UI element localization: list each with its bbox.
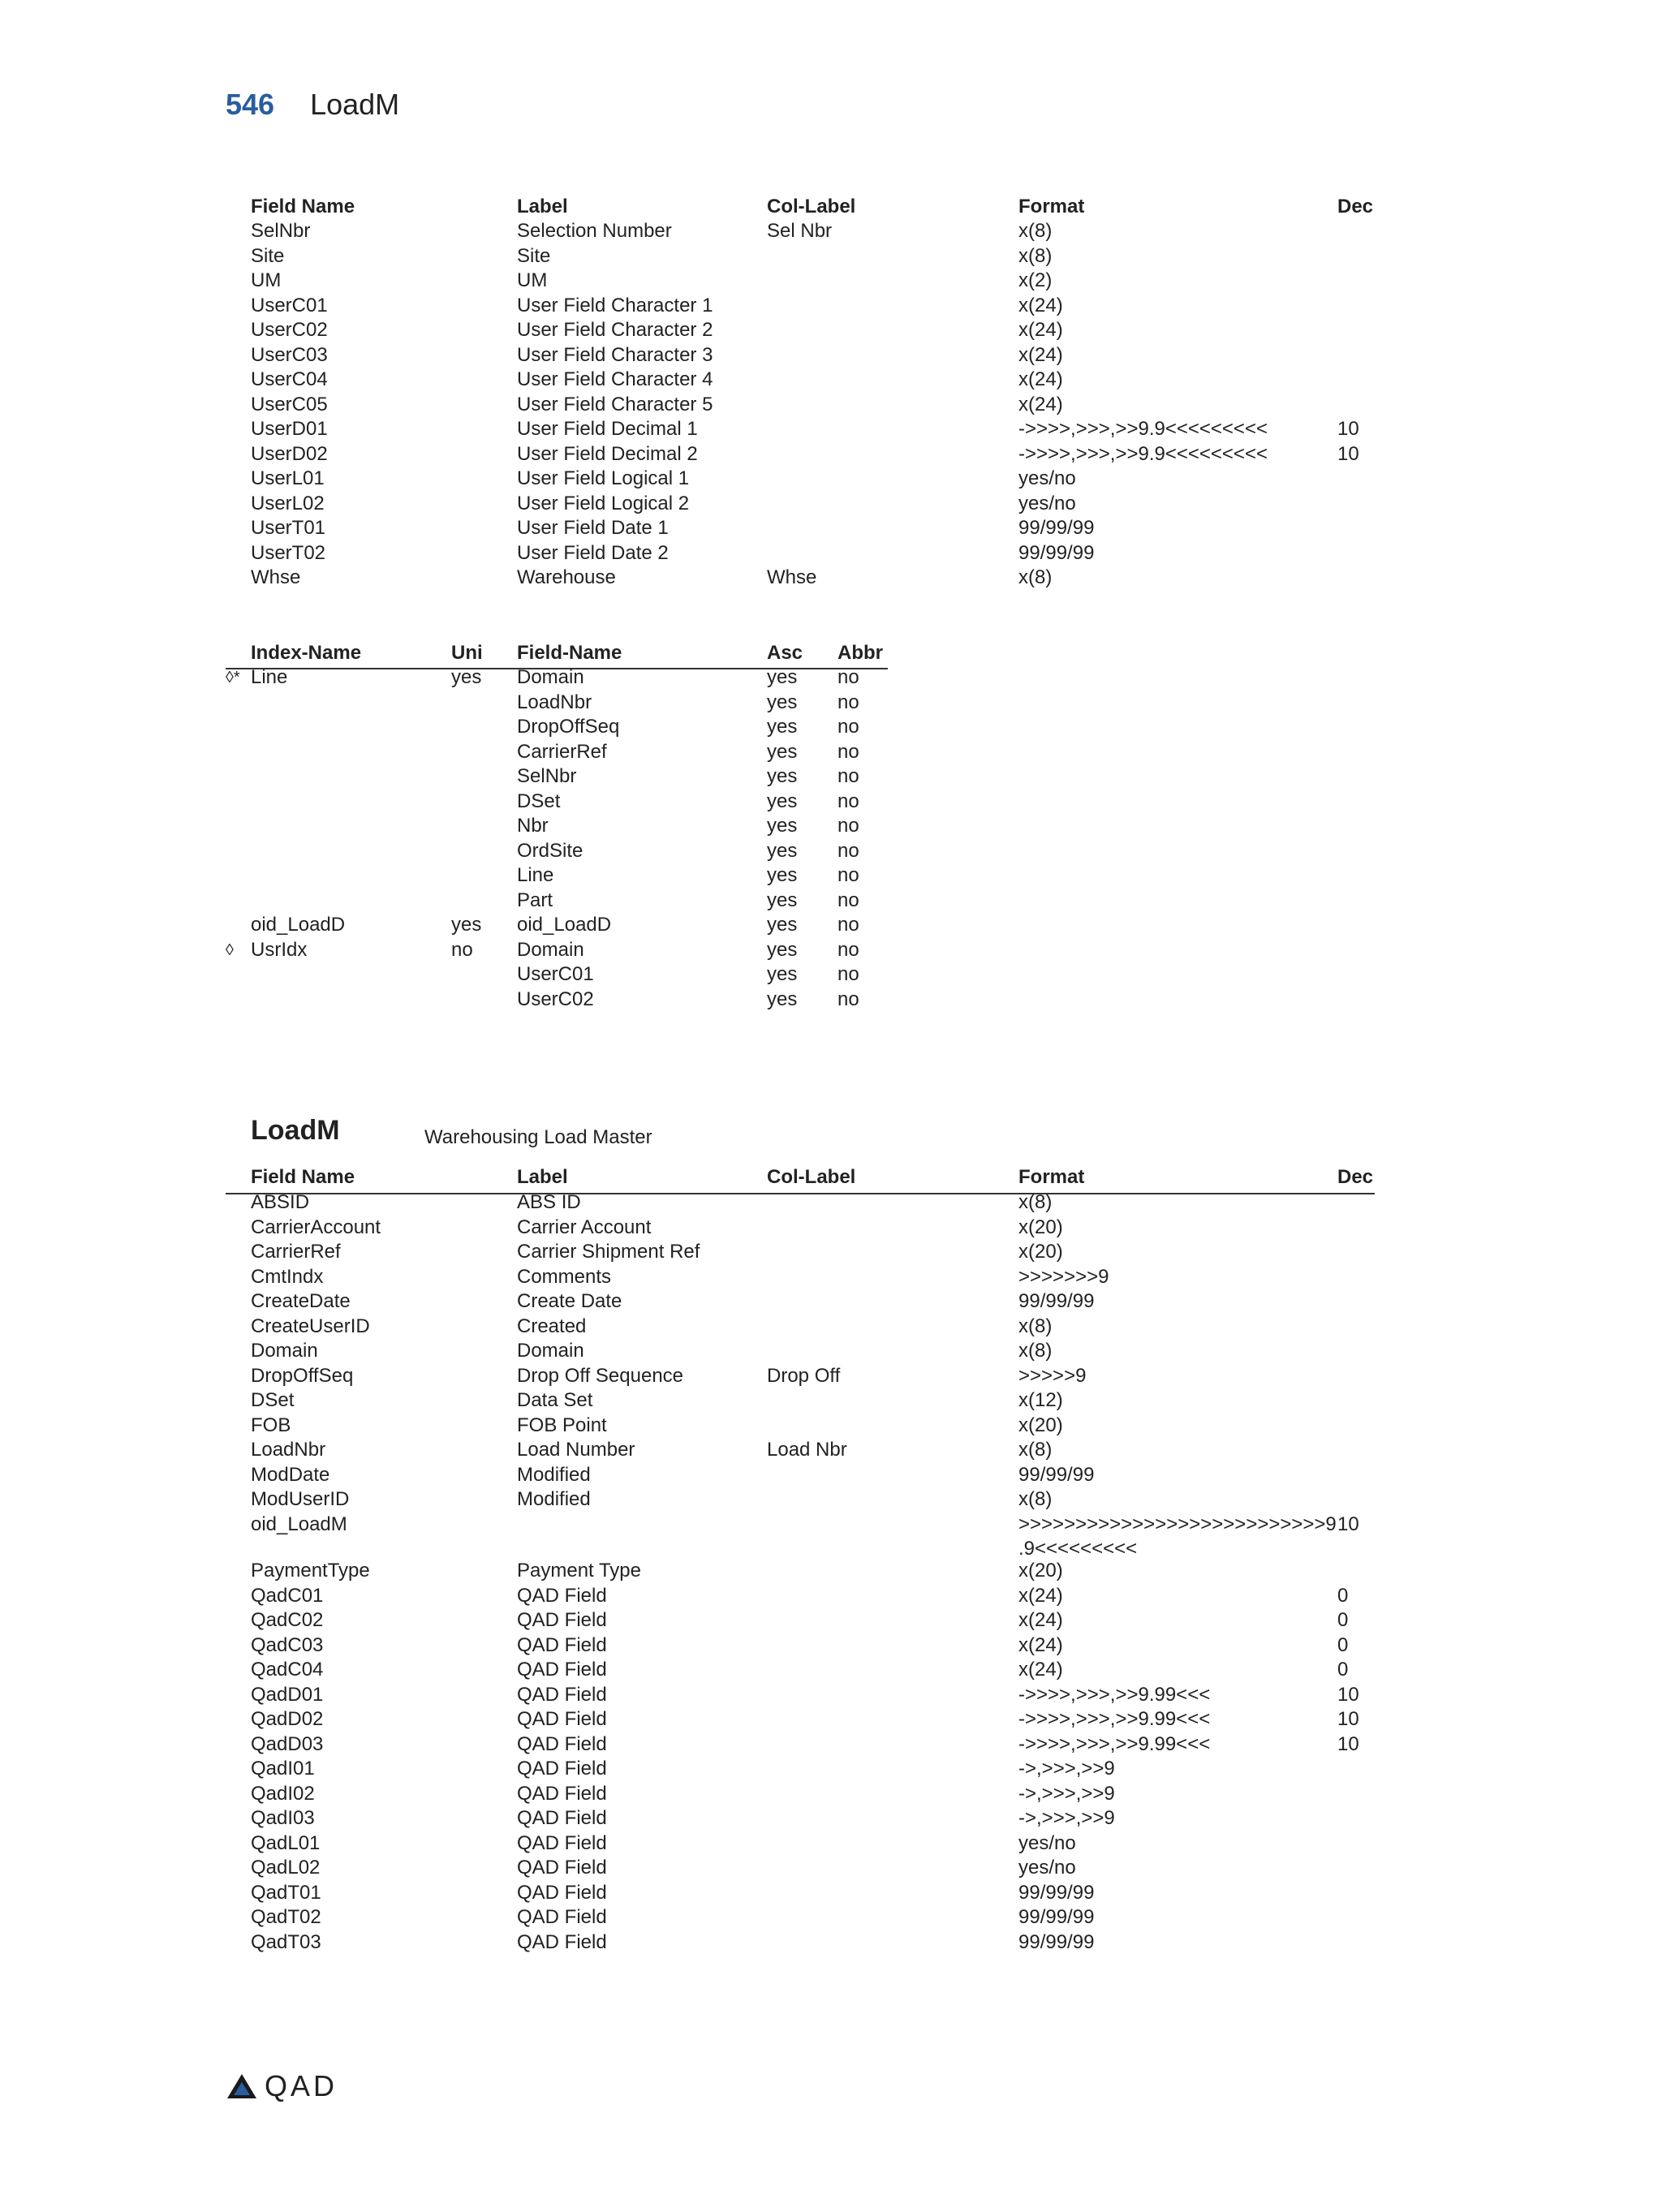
field-name: CarrierRef — [251, 1241, 341, 1263]
field-name: QadL01 — [251, 1831, 321, 1854]
field-col-label: Whse — [767, 566, 817, 588]
index-abbr: no — [837, 666, 859, 688]
header-col-label: Col-Label — [767, 196, 856, 217]
index-asc: yes — [767, 938, 798, 961]
index-field-name: UserC02 — [517, 988, 594, 1010]
field-label: QAD Field — [517, 1831, 607, 1854]
index-asc: yes — [767, 839, 798, 862]
field-name: QadT01 — [251, 1881, 321, 1904]
field-label: QAD Field — [517, 1758, 607, 1779]
field-format: x(24) — [1018, 393, 1063, 415]
field-name: CmtIndx — [251, 1265, 324, 1288]
field-label: QAD Field — [517, 1782, 607, 1805]
field-name: QadD01 — [251, 1683, 324, 1706]
qad-logo-icon — [226, 2072, 258, 2100]
index-marker: ◊ — [226, 940, 234, 959]
page-header — [226, 88, 399, 128]
field-name: CreateDate — [251, 1290, 351, 1312]
field-label: User Field Logical 2 — [517, 492, 690, 514]
field-name: LoadNbr — [251, 1439, 326, 1461]
field-name: UserC02 — [251, 319, 328, 341]
field-label: Modified — [517, 1463, 591, 1486]
index-name: UsrIdx — [251, 938, 308, 961]
field-dec: 10 — [1337, 1513, 1359, 1535]
index-field-name: Line — [517, 864, 554, 886]
field-label: Data Set — [517, 1389, 593, 1411]
index-abbr: no — [837, 914, 859, 936]
header-uni: Uni — [451, 642, 483, 664]
field-name: QadI01 — [251, 1758, 315, 1779]
field-name: SelNbr — [251, 220, 311, 242]
field-label: User Field Logical 1 — [517, 467, 690, 489]
field-name: QadC02 — [251, 1609, 324, 1631]
field-label: Site — [517, 244, 551, 267]
field-format: 99/99/99 — [1018, 1290, 1095, 1312]
field-name: UserD02 — [251, 442, 328, 465]
field-name: oid_LoadM — [251, 1513, 347, 1535]
field-label: QAD Field — [517, 1609, 607, 1631]
field-format: 99/99/99 — [1018, 517, 1095, 539]
index-field-name: Part — [517, 889, 553, 911]
index-asc: yes — [767, 716, 798, 738]
header-dec: Dec — [1337, 1166, 1374, 1188]
index-abbr: no — [837, 938, 859, 961]
field-label: Comments — [517, 1265, 612, 1288]
field-format: ->,>>>,>>9 — [1018, 1807, 1115, 1829]
index-field-name: Domain — [517, 938, 584, 961]
field-name: FOB — [251, 1414, 291, 1436]
field-label: QAD Field — [517, 1857, 607, 1878]
table-description: Warehousing Load Master — [424, 1126, 652, 1148]
field-label: QAD Field — [517, 1807, 607, 1829]
field-format: x(24) — [1018, 1659, 1063, 1681]
loadm-header-rule — [226, 1193, 1375, 1194]
field-format: x(8) — [1018, 1439, 1053, 1461]
field-label: User Field Date 1 — [517, 517, 669, 539]
field-name: Site — [251, 244, 285, 267]
field-label: Domain — [517, 1340, 584, 1362]
field-name: QadC04 — [251, 1659, 324, 1681]
index-field-name: Nbr — [517, 815, 549, 837]
field-name: DSet — [251, 1389, 295, 1411]
index-abbr: no — [837, 740, 859, 763]
index-field-name: LoadNbr — [517, 691, 592, 713]
field-name: UserL02 — [251, 492, 325, 514]
field-format: x(20) — [1018, 1216, 1063, 1238]
field-label: User Field Character 2 — [517, 319, 713, 341]
field-label: Selection Number — [517, 220, 672, 242]
field-format: ->,>>>,>>9 — [1018, 1782, 1115, 1805]
header-abbr: Abbr — [837, 642, 883, 664]
field-format: x(24) — [1018, 343, 1063, 366]
header-dec: Dec — [1337, 196, 1374, 217]
field-format: 99/99/99 — [1018, 541, 1095, 564]
index-abbr: no — [837, 889, 859, 911]
index-name: Line — [251, 666, 288, 688]
field-format: >>>>>>>>>>>>>>>>>>>>>>>>>>>9 — [1018, 1513, 1337, 1535]
index-asc: yes — [767, 740, 798, 763]
field-name: PaymentType — [251, 1560, 370, 1582]
header-label: Label — [517, 196, 568, 217]
header-index-name: Index-Name — [251, 642, 362, 664]
header-field-name: Field Name — [251, 196, 355, 217]
field-label: User Field Decimal 1 — [517, 418, 698, 440]
field-name: UserC05 — [251, 393, 328, 415]
field-format: x(20) — [1018, 1241, 1063, 1263]
field-name: Whse — [251, 566, 301, 588]
field-label: Carrier Account — [517, 1216, 652, 1238]
field-name: UserC01 — [251, 294, 328, 316]
index-asc: yes — [767, 914, 798, 936]
index-marker: ◊* — [226, 669, 240, 686]
qad-logo — [226, 2069, 338, 2103]
index-abbr: no — [837, 839, 859, 862]
field-format: ->>>>,>>>,>>9.99<<< — [1018, 1732, 1211, 1755]
field-format: yes/no — [1018, 467, 1076, 489]
field-name: UserD01 — [251, 418, 328, 440]
index-name: oid_LoadD — [251, 914, 346, 936]
field-format: >>>>>>>9 — [1018, 1265, 1109, 1288]
field-label: QAD Field — [517, 1881, 607, 1904]
field-dec: 10 — [1337, 1708, 1359, 1730]
field-name: QadT03 — [251, 1930, 321, 1953]
field-label: Load Number — [517, 1439, 635, 1461]
index-abbr: no — [837, 790, 859, 812]
field-format: x(8) — [1018, 566, 1053, 588]
field-format: x(24) — [1018, 1609, 1063, 1631]
field-format: x(24) — [1018, 368, 1063, 390]
index-field-name: CarrierRef — [517, 740, 607, 763]
field-name: QadI03 — [251, 1807, 315, 1829]
field-label: QAD Field — [517, 1930, 607, 1953]
index-abbr: no — [837, 815, 859, 837]
field-dec: 10 — [1337, 442, 1359, 465]
field-label: User Field Character 3 — [517, 343, 713, 366]
field-name: UserT01 — [251, 517, 326, 539]
index-field-name: oid_LoadD — [517, 914, 612, 936]
logo-text: QAD — [265, 2069, 338, 2102]
field-name: UserT02 — [251, 541, 326, 564]
field-dec: 10 — [1337, 1732, 1359, 1755]
field-format: x(20) — [1018, 1560, 1063, 1582]
index-asc: yes — [767, 790, 798, 812]
field-name: CarrierAccount — [251, 1216, 381, 1238]
header-col-label: Col-Label — [767, 1166, 856, 1188]
field-col-label: Drop Off — [767, 1364, 841, 1387]
index-field-name: SelNbr — [517, 765, 577, 787]
table-title: LoadM — [251, 1115, 340, 1146]
field-name: QadT02 — [251, 1906, 321, 1928]
field-name: QadI02 — [251, 1782, 315, 1805]
header-asc: Asc — [767, 642, 803, 664]
field-format: ->>>>,>>>,>>9.9<<<<<<<<< — [1018, 442, 1268, 465]
field-label: User Field Character 5 — [517, 393, 713, 415]
field-col-label: Load Nbr — [767, 1439, 847, 1461]
field-label: User Field Date 2 — [517, 541, 669, 564]
field-format: yes/no — [1018, 1857, 1076, 1878]
field-name: UM — [251, 269, 282, 291]
header-format: Format — [1018, 196, 1085, 217]
index-unique: no — [451, 938, 473, 961]
index-asc: yes — [767, 765, 798, 787]
field-label: Payment Type — [517, 1560, 641, 1582]
field-label: Create Date — [517, 1290, 622, 1312]
field-name: QadD02 — [251, 1708, 324, 1730]
field-col-label: Sel Nbr — [767, 220, 833, 242]
index-field-name: UserC01 — [517, 963, 594, 985]
header-index-field-name: Field-Name — [517, 642, 622, 664]
field-label: ABS ID — [517, 1191, 581, 1213]
field-format: ->>>>,>>>,>>9.99<<< — [1018, 1683, 1211, 1706]
field-format: x(8) — [1018, 1191, 1053, 1213]
field-format-continued: .9<<<<<<<<< — [1018, 1538, 1138, 1560]
field-dec: 10 — [1337, 418, 1359, 440]
field-dec: 0 — [1337, 1609, 1349, 1631]
field-format: ->>>>,>>>,>>9.99<<< — [1018, 1708, 1211, 1730]
header-format: Format — [1018, 1166, 1085, 1188]
field-dec: 0 — [1337, 1633, 1349, 1656]
field-label: FOB Point — [517, 1414, 607, 1436]
field-dec: 0 — [1337, 1584, 1349, 1607]
index-asc: yes — [767, 691, 798, 713]
field-name: UserC04 — [251, 368, 328, 390]
page-number: 546 — [226, 88, 275, 121]
index-abbr: no — [837, 864, 859, 886]
index-asc: yes — [767, 815, 798, 837]
field-format: x(8) — [1018, 1340, 1053, 1362]
field-label: Created — [517, 1315, 587, 1337]
field-name: QadC01 — [251, 1584, 324, 1607]
field-format: x(20) — [1018, 1414, 1063, 1436]
field-format: ->>>>,>>>,>>9.9<<<<<<<<< — [1018, 418, 1268, 440]
field-label: QAD Field — [517, 1732, 607, 1755]
field-name: DropOffSeq — [251, 1364, 354, 1387]
field-label: Warehouse — [517, 566, 616, 588]
field-label: Drop Off Sequence — [517, 1364, 684, 1387]
field-name: UserL01 — [251, 467, 325, 489]
field-format: 99/99/99 — [1018, 1881, 1095, 1904]
index-unique: yes — [451, 666, 482, 688]
index-asc: yes — [767, 988, 798, 1010]
field-name: QadD03 — [251, 1732, 324, 1755]
field-label: User Field Character 4 — [517, 368, 713, 390]
field-format: x(24) — [1018, 319, 1063, 341]
field-format: 99/99/99 — [1018, 1906, 1095, 1928]
field-format: x(2) — [1018, 269, 1053, 291]
field-name: ModUserID — [251, 1488, 350, 1510]
field-label: Carrier Shipment Ref — [517, 1241, 700, 1263]
field-name: Domain — [251, 1340, 318, 1362]
field-format: yes/no — [1018, 492, 1076, 514]
header-field-name: Field Name — [251, 1166, 355, 1188]
field-label: User Field Character 1 — [517, 294, 713, 316]
index-asc: yes — [767, 666, 798, 688]
index-unique: yes — [451, 914, 482, 936]
header-label: Label — [517, 1166, 568, 1188]
field-label: QAD Field — [517, 1584, 607, 1607]
field-name: CreateUserID — [251, 1315, 370, 1337]
field-format: x(24) — [1018, 1584, 1063, 1607]
index-abbr: no — [837, 765, 859, 787]
field-label: QAD Field — [517, 1633, 607, 1656]
index-field-name: OrdSite — [517, 839, 583, 862]
field-dec: 10 — [1337, 1683, 1359, 1706]
field-label: QAD Field — [517, 1708, 607, 1730]
index-abbr: no — [837, 988, 859, 1010]
field-label: QAD Field — [517, 1659, 607, 1681]
index-abbr: no — [837, 716, 859, 738]
index-abbr: no — [837, 963, 859, 985]
field-label: Modified — [517, 1488, 591, 1510]
field-format: yes/no — [1018, 1831, 1076, 1854]
field-name: ABSID — [251, 1191, 310, 1213]
index-field-name: DropOffSeq — [517, 716, 620, 738]
index-asc: yes — [767, 963, 798, 985]
index-field-name: Domain — [517, 666, 584, 688]
field-label: UM — [517, 269, 548, 291]
index-asc: yes — [767, 864, 798, 886]
field-label: User Field Decimal 2 — [517, 442, 698, 465]
field-format: ->,>>>,>>9 — [1018, 1758, 1115, 1779]
field-format: >>>>>9 — [1018, 1364, 1087, 1387]
field-format: 99/99/99 — [1018, 1463, 1095, 1486]
field-dec: 0 — [1337, 1659, 1349, 1681]
field-name: QadC03 — [251, 1633, 324, 1656]
field-label: QAD Field — [517, 1683, 607, 1706]
field-format: 99/99/99 — [1018, 1930, 1095, 1953]
page-title: LoadM — [310, 88, 400, 121]
field-label: QAD Field — [517, 1906, 607, 1928]
field-format: x(24) — [1018, 294, 1063, 316]
index-field-name: DSet — [517, 790, 561, 812]
field-format: x(8) — [1018, 1315, 1053, 1337]
field-name: UserC03 — [251, 343, 328, 366]
field-format: x(8) — [1018, 244, 1053, 267]
field-name: ModDate — [251, 1463, 330, 1486]
field-format: x(12) — [1018, 1389, 1063, 1411]
field-format: x(24) — [1018, 1633, 1063, 1656]
field-format: x(8) — [1018, 220, 1053, 242]
index-abbr: no — [837, 691, 859, 713]
index-asc: yes — [767, 889, 798, 911]
field-format: x(8) — [1018, 1488, 1053, 1510]
field-name: QadL02 — [251, 1857, 321, 1878]
